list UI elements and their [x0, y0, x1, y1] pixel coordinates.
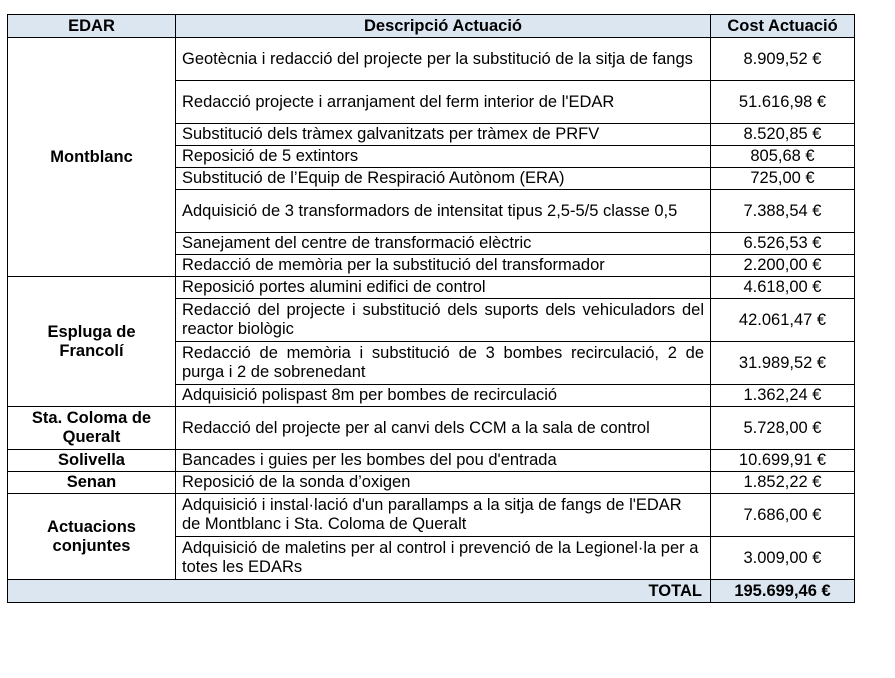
description-cell: Redacció de memòria per la substitució del transformador: [176, 255, 711, 277]
table-row: [8, 494, 855, 537]
table-row: [8, 277, 855, 299]
cost-cell: 805,68 €: [711, 146, 855, 168]
edar-name-espluga: Espluga de Francolí: [8, 277, 176, 407]
total-value: 195.699,46 €: [711, 580, 855, 603]
description-cell: Bancades i guies per les bombes del pou d'entrada: [176, 450, 711, 472]
cost-cell: 51.616,98 €: [711, 81, 855, 124]
edar-name-montblanc: Montblanc: [8, 38, 176, 277]
cost-cell: 7.686,00 €: [711, 494, 855, 537]
header-row: [8, 15, 855, 38]
cost-cell: 1.852,22 €: [711, 472, 855, 494]
edar-name-solivella: Solivella: [8, 450, 176, 472]
table-row: [8, 38, 855, 81]
cost-cell: 8.520,85 €: [711, 124, 855, 146]
description-cell: Geotècnia i redacció del projecte per la substitució de la sitja de fangs: [176, 38, 711, 81]
description-cell: Adquisició i instal·lació d'un parallamps a la sitja de fangs de l'EDAR de Montblanc i Sta. Coloma de Queralt: [176, 494, 711, 537]
description-cell: Redacció projecte i arranjament del ferm interior de l'EDAR: [176, 81, 711, 124]
cost-cell: 10.699,91 €: [711, 450, 855, 472]
cost-cell: 31.989,52 €: [711, 342, 855, 385]
edar-name-senan: Senan: [8, 472, 176, 494]
edar-name-sta-coloma: Sta. Coloma de Queralt: [8, 407, 176, 450]
actuacions-table: [7, 14, 855, 603]
total-row: [8, 580, 855, 603]
cost-cell: 2.200,00 €: [711, 255, 855, 277]
cost-cell: 3.009,00 €: [711, 537, 855, 580]
edar-name-actuacions-conjuntes: Actuacions conjuntes: [8, 494, 176, 580]
cost-cell: 7.388,54 €: [711, 190, 855, 233]
description-cell: Substitució dels tràmex galvanitzats per tràmex de PRFV: [176, 124, 711, 146]
description-cell: Adquisició de maletins per al control i prevenció de la Legionel·la per a totes les EDARs: [176, 537, 711, 580]
cost-cell: 5.728,00 €: [711, 407, 855, 450]
header-cost: Cost Actuació: [711, 15, 855, 38]
description-cell: Sanejament del centre de transformació elèctric: [176, 233, 711, 255]
cost-cell: 8.909,52 €: [711, 38, 855, 81]
table-row: [8, 472, 855, 494]
cost-cell: 1.362,24 €: [711, 385, 855, 407]
cost-cell: 4.618,00 €: [711, 277, 855, 299]
description-cell: Reposició de 5 extintors: [176, 146, 711, 168]
description-cell: Redacció del projecte per al canvi dels CCM a la sala de control: [176, 407, 711, 450]
total-label: TOTAL: [8, 580, 711, 603]
description-cell: Reposició de la sonda d’oxigen: [176, 472, 711, 494]
description-cell: Adquisició de 3 transformadors de intensitat tipus 2,5-5/5 classe 0,5: [176, 190, 711, 233]
cost-cell: 6.526,53 €: [711, 233, 855, 255]
header-edar: EDAR: [8, 15, 176, 38]
description-cell: Substitució de l’Equip de Respiració Autònom (ERA): [176, 168, 711, 190]
cost-cell: 42.061,47 €: [711, 299, 855, 342]
description-cell: Redacció de memòria i substitució de 3 bombes recirculació, 2 de purga i 2 de sobrenedant: [176, 342, 711, 385]
table-row: [8, 450, 855, 472]
cost-cell: 725,00 €: [711, 168, 855, 190]
description-cell: Adquisició polispast 8m per bombes de recirculació: [176, 385, 711, 407]
table-row: [8, 407, 855, 450]
description-cell: Reposició portes alumini edifici de control: [176, 277, 711, 299]
description-cell: Redacció del projecte i substitució dels suports dels vehiculadors del reactor biològic: [176, 299, 711, 342]
header-description: Descripció Actuació: [176, 15, 711, 38]
